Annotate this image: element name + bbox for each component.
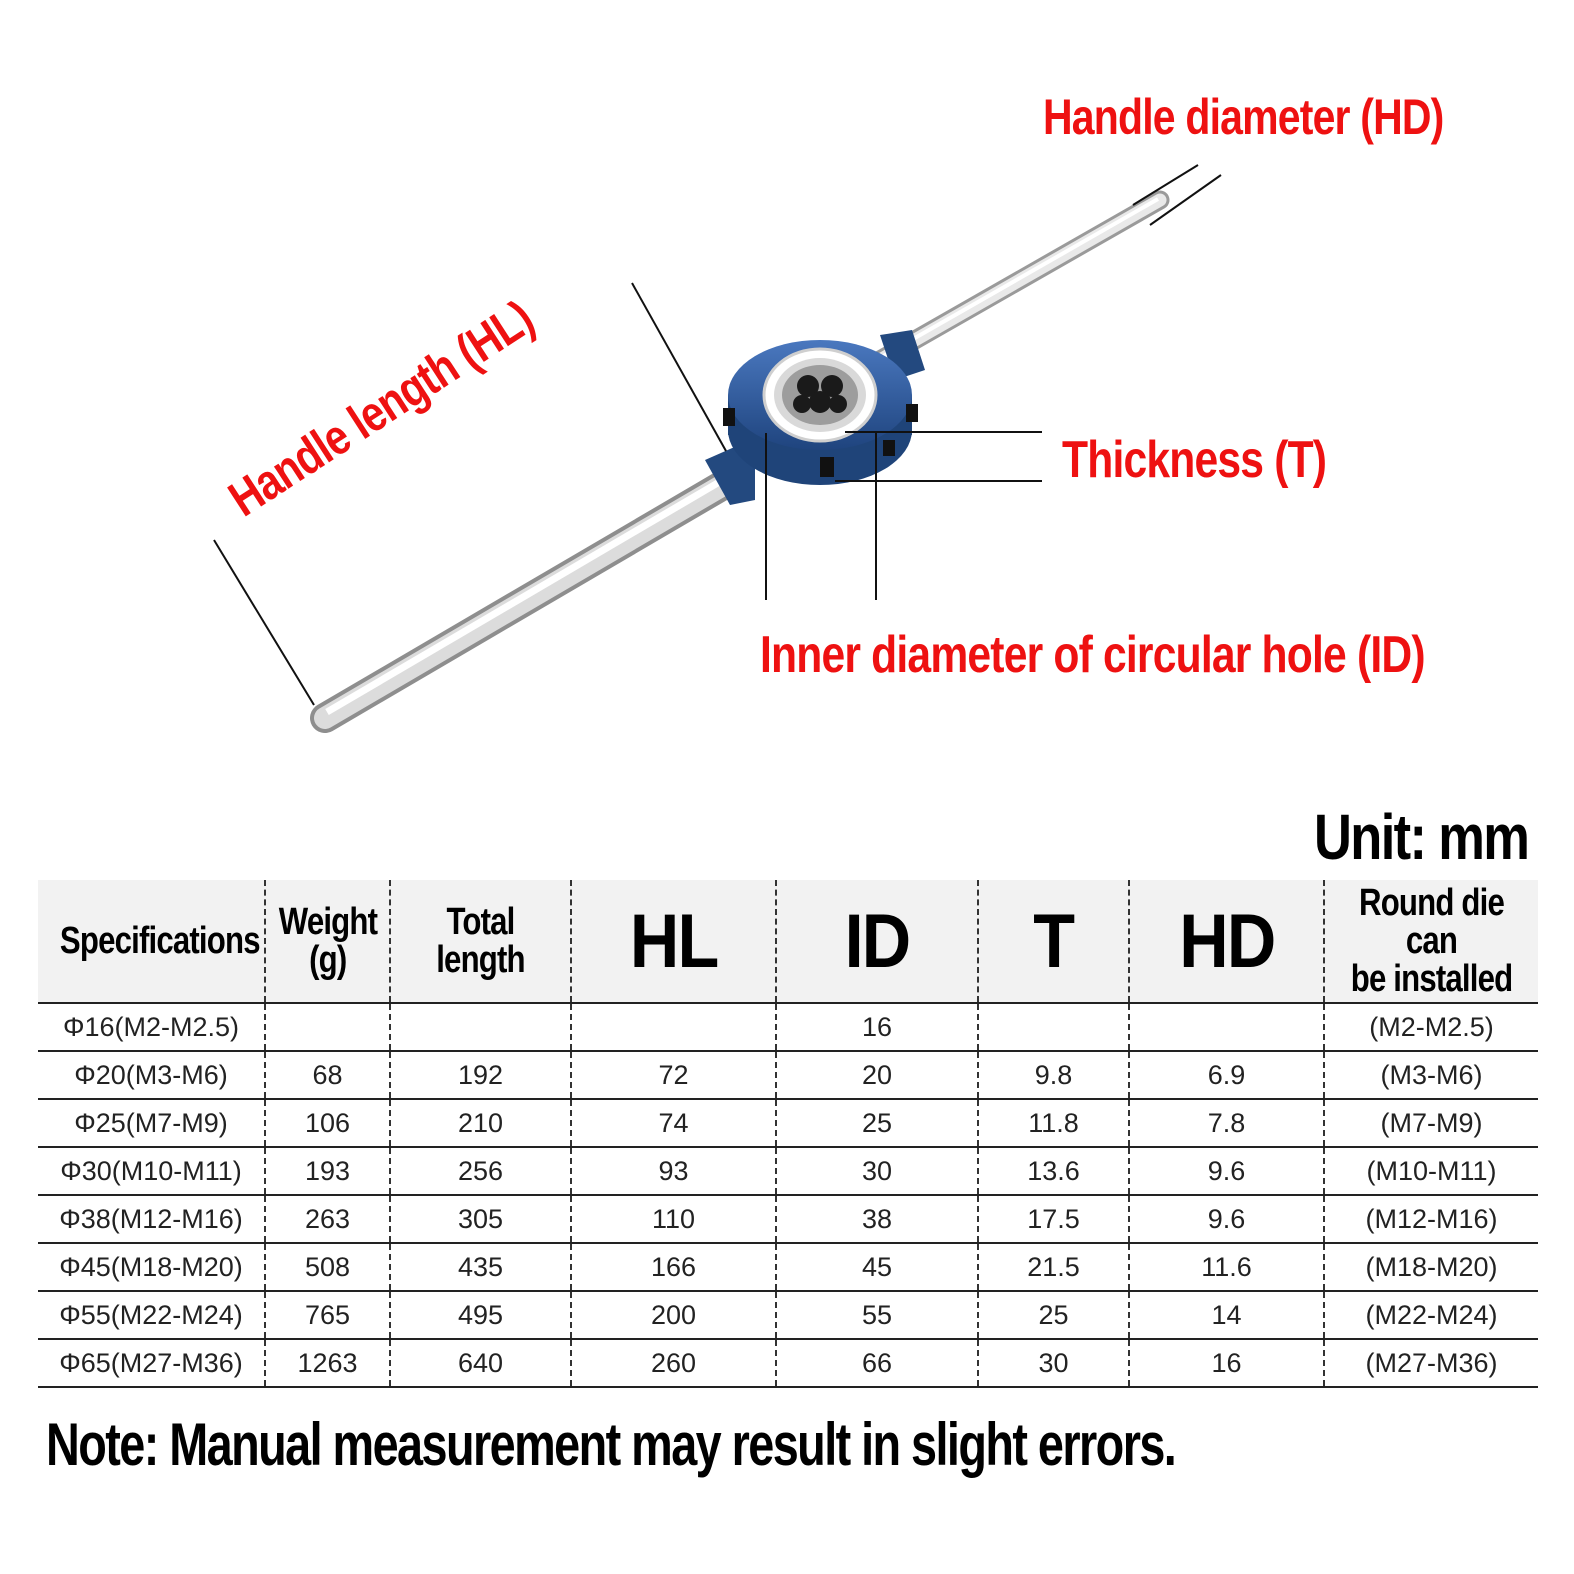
table-cell: 17.5 [978,1195,1129,1243]
header-specifications: Specifications [38,880,265,1003]
header-hd: HD [1129,880,1324,1003]
table-cell: Φ30(M10-M11) [38,1147,265,1195]
table-cell: 93 [571,1147,776,1195]
table-cell: 106 [265,1099,390,1147]
header-t: T [978,880,1129,1003]
die-holder-body [705,330,925,505]
table-header-row [38,880,1538,1003]
table-cell: 305 [390,1195,571,1243]
table-cell: Φ16(M2-M2.5) [38,1003,265,1051]
header-id: ID [776,880,978,1003]
spec-table [38,880,1538,1388]
header-hl: HL [571,880,776,1003]
table-cell: 256 [390,1147,571,1195]
table-cell: 11.8 [978,1099,1129,1147]
table-cell [571,1003,776,1051]
table-cell: 38 [776,1195,978,1243]
table-cell: 30 [776,1147,978,1195]
unit-label: Unit: mm [1313,801,1528,873]
table-cell: 200 [571,1291,776,1339]
handle-length-label: Handle length (HL) [218,289,543,528]
table-cell: 166 [571,1243,776,1291]
table-row [38,1195,1538,1243]
table-cell: 20 [776,1051,978,1099]
table-row [38,1147,1538,1195]
header-weight: Weight (g) [265,880,390,1003]
table-row [38,1003,1538,1051]
table-cell: (M12-M16) [1324,1195,1538,1243]
table-cell: 435 [390,1243,571,1291]
measurement-note: Note: Manual measurement may result in slight errors. [46,1411,1176,1478]
thickness-label: Thickness (T) [1062,431,1327,489]
header-total-length: Total length [390,880,571,1003]
table-row [38,1339,1538,1387]
table-cell: 74 [571,1099,776,1147]
table-cell [978,1003,1129,1051]
table-cell: 9.6 [1129,1195,1324,1243]
table-cell: 45 [776,1243,978,1291]
upper-handle-rod [880,199,1160,360]
table-cell: 25 [978,1291,1129,1339]
handle-diameter-label: Handle diameter (HD) [1043,89,1444,145]
table-cell: 55 [776,1291,978,1339]
table-cell: 192 [390,1051,571,1099]
table-cell: 495 [390,1291,571,1339]
inner-diameter-label: Inner diameter of circular hole (ID) [760,626,1425,684]
table-cell: (M7-M9) [1324,1099,1538,1147]
table-cell: 193 [265,1147,390,1195]
table-cell: 765 [265,1291,390,1339]
table-cell: 30 [978,1339,1129,1387]
table-cell: (M18-M20) [1324,1243,1538,1291]
table-cell: Φ25(M7-M9) [38,1099,265,1147]
table-cell: 25 [776,1099,978,1147]
table-cell [1129,1003,1324,1051]
table-cell: 110 [571,1195,776,1243]
table-cell: 6.9 [1129,1051,1324,1099]
table-row [38,1099,1538,1147]
table-cell: 68 [265,1051,390,1099]
lower-handle-rod [325,474,735,718]
table-row [38,1243,1538,1291]
table-cell: (M27-M36) [1324,1339,1538,1387]
table-cell: 9.8 [978,1051,1129,1099]
table-cell: (M10-M11) [1324,1147,1538,1195]
table-cell: 11.6 [1129,1243,1324,1291]
table-cell: 72 [571,1051,776,1099]
table-cell: 16 [776,1003,978,1051]
table-row [38,1051,1538,1099]
table-cell: 508 [265,1243,390,1291]
table-cell: 640 [390,1339,571,1387]
table-cell: 9.6 [1129,1147,1324,1195]
header-round-die: Round die can be installed [1324,880,1538,1003]
table-cell [265,1003,390,1051]
table-cell: 7.8 [1129,1099,1324,1147]
spec-table-body [38,1003,1538,1387]
table-cell [390,1003,571,1051]
table-cell: Φ38(M12-M16) [38,1195,265,1243]
table-cell: 13.6 [978,1147,1129,1195]
table-cell: (M22-M24) [1324,1291,1538,1339]
table-cell: Φ65(M27-M36) [38,1339,265,1387]
table-cell: 16 [1129,1339,1324,1387]
table-cell: 66 [776,1339,978,1387]
table-cell: 14 [1129,1291,1324,1339]
table-cell: Φ45(M18-M20) [38,1243,265,1291]
table-cell: (M2-M2.5) [1324,1003,1538,1051]
table-cell: Φ55(M22-M24) [38,1291,265,1339]
table-cell: (M3-M6) [1324,1051,1538,1099]
table-cell: 263 [265,1195,390,1243]
table-cell: 21.5 [978,1243,1129,1291]
table-cell: 260 [571,1339,776,1387]
table-cell: Φ20(M3-M6) [38,1051,265,1099]
table-row [38,1291,1538,1339]
table-cell: 210 [390,1099,571,1147]
table-cell: 1263 [265,1339,390,1387]
